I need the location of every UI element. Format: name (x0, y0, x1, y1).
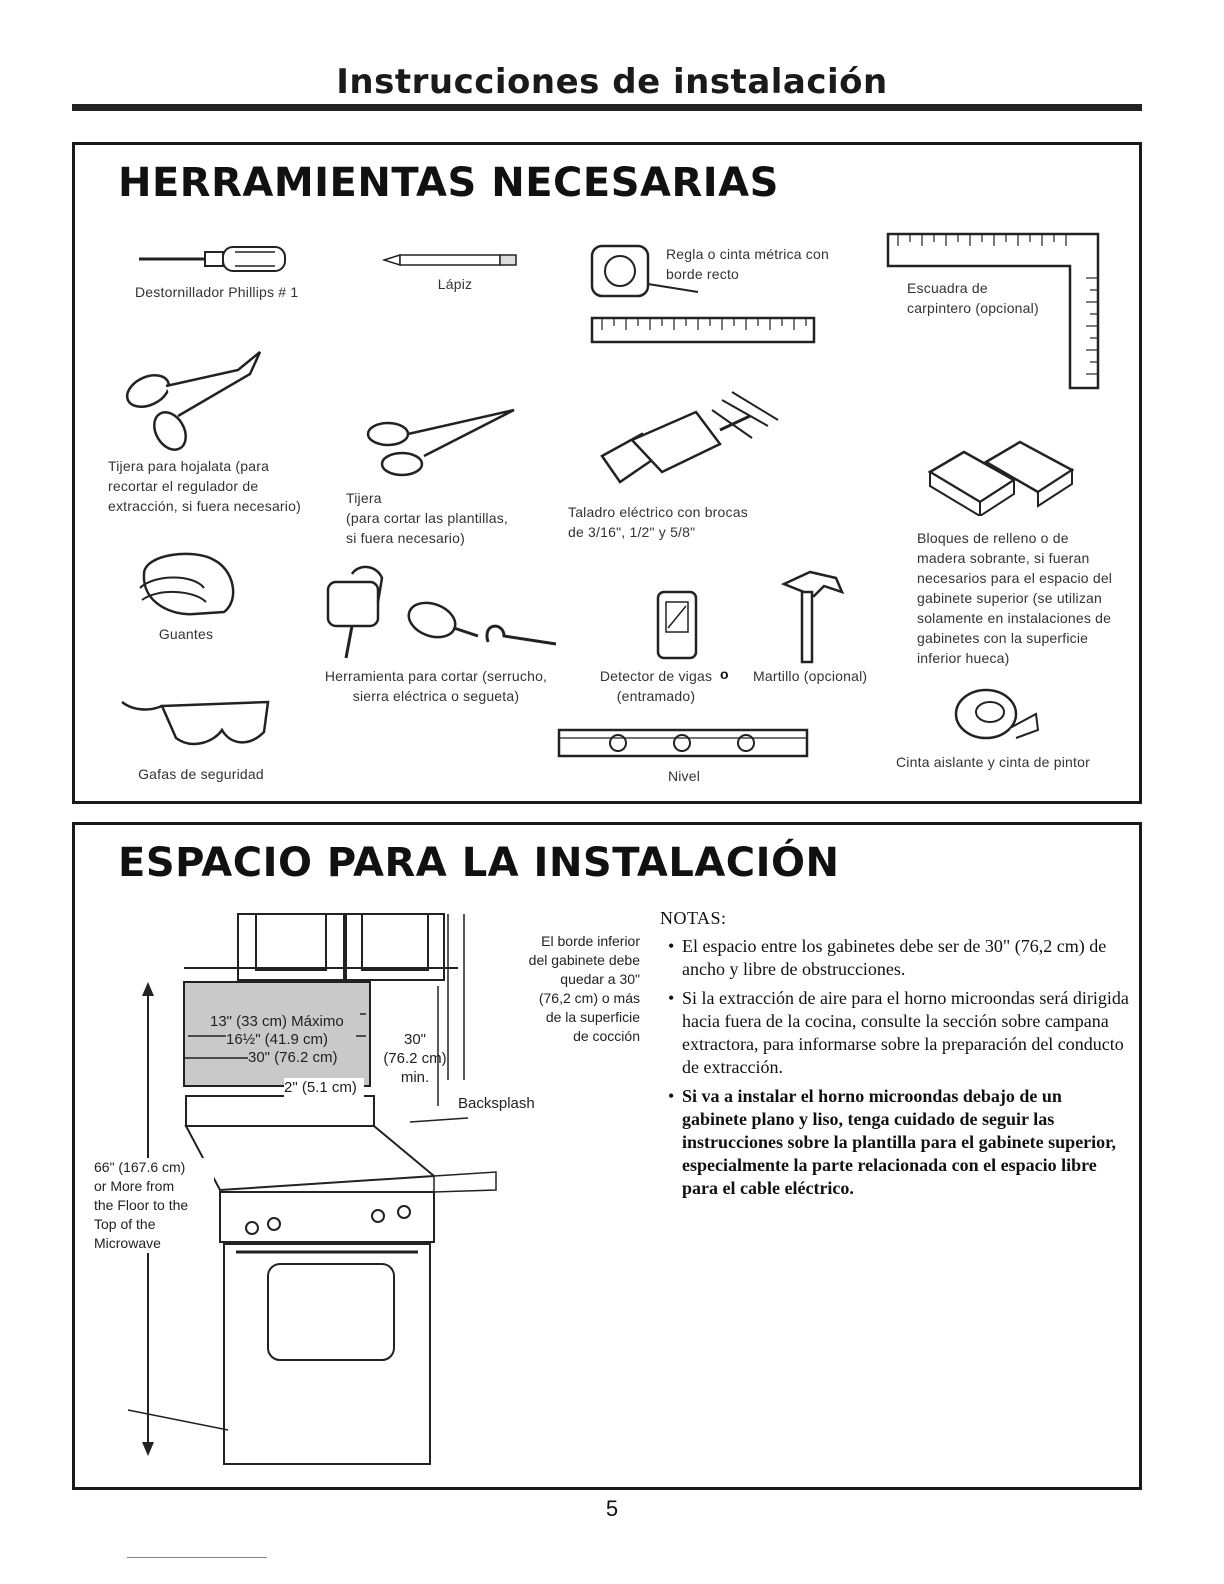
notes-heading: NOTAS: (660, 908, 727, 928)
tool-label: Tijera (para cortar las plantillas, si fuera necesario) (346, 490, 508, 546)
dim-2-inch: 2" (5.1 cm) (284, 1078, 364, 1097)
dim-30-width: 30" (76.2 cm) (248, 1048, 368, 1067)
title-divider (72, 104, 1142, 111)
stud-finder-icon (654, 588, 708, 664)
dim-30-min: 30" (76.2 cm) min. (383, 1031, 447, 1086)
dim-13-max: 13" (33 cm) Máximo (210, 1012, 360, 1031)
hammer-icon (780, 562, 846, 666)
saw-icon (318, 562, 562, 664)
safety-glasses-icon (118, 692, 274, 754)
tool-label: Gafas de seguridad (138, 766, 264, 782)
level-icon (556, 724, 810, 762)
scissors-icon (364, 404, 518, 482)
filler-blocks-icon (924, 440, 1080, 516)
page-number: 5 (605, 1496, 619, 1521)
tape-roll-icon (952, 684, 1042, 744)
tool-label: Tijera para hojalata (para recortar el regulador de extracción, si fuera necesario) (108, 458, 301, 514)
tool-label: Detector de vigas (entramado) (599, 668, 713, 704)
note-item-bold: • Si va a instalar el horno microondas debajo de un gabinete plano y liso, tenga cuidado de seguir las instrucciones sobre la plantilla para el gabinete superior, especialmente la parte relacionada con el espacio libre para el cable eléctrico. (668, 1086, 1117, 1198)
tools-heading: HERRAMIENTAS NECESARIAS (118, 160, 779, 206)
drill-icon (592, 386, 788, 494)
floor-note: 66" (167.6 cm) or More from the Floor to the Top of the Microwave (94, 1158, 214, 1253)
tool-label: Regla o cinta métrica con borde recto (666, 246, 829, 282)
note-item: • Si la extracción de aire para el horno microondas será dirigida hacia fuera de la cocina, consulte la sección sobre campana extractora, para informarse sobre la preparación del conducto de extracción. (668, 988, 1129, 1077)
tool-label: Guantes (158, 626, 214, 642)
pencil-icon (382, 252, 522, 268)
tool-label: Herramienta para cortar (serrucho, sierra eléctrica o segueta) (324, 668, 548, 704)
notes-block (660, 908, 1130, 1206)
tool-label: Taladro eléctrico con brocas de 3/16", 1/2" y 5/8" (568, 504, 748, 540)
gloves-icon (134, 544, 246, 620)
tool-label: Destornillador Phillips # 1 (135, 284, 299, 300)
page-title: Instrucciones de instalación (336, 62, 888, 102)
backsplash-label: Backsplash (458, 1095, 535, 1112)
space-heading: ESPACIO PARA LA INSTALACIÓN (118, 840, 840, 886)
note-item: • El espacio entre los gabinetes debe ser de 30" (76,2 cm) de ancho y libre de obstrucciones. (668, 936, 1107, 979)
cabinet-note: El borde inferior del gabinete debe quedar a 30" (76,2 cm) o más de la superficie de cocción (528, 933, 640, 1044)
or-marker: o (720, 666, 729, 682)
tool-label: Escuadra de carpintero (opcional) (907, 280, 1039, 316)
tin-snips-icon (118, 346, 266, 454)
dim-16-half: 16½" (41.9 cm) (226, 1030, 356, 1049)
tool-label: Bloques de relleno o de madera sobrante, si fueran necesarios para el espacio del gabinete superior (se utilizan solamente en instalaciones de gabinetes con la superficie inferior hueca) (917, 530, 1113, 666)
tool-label: Cinta aislante y cinta de pintor (896, 754, 1090, 770)
tool-label: Lápiz (437, 276, 473, 292)
screwdriver-icon (135, 242, 295, 276)
tool-label: Martillo (opcional) (753, 668, 868, 684)
tool-label: Nivel (667, 768, 701, 784)
footer-rule (127, 1557, 267, 1558)
